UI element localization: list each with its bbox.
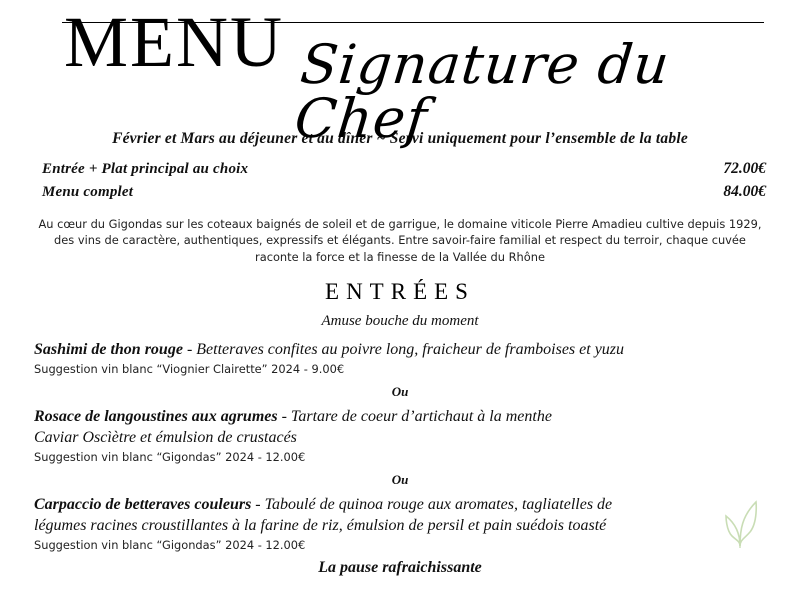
dish-item bbox=[28, 495, 772, 553]
price-list bbox=[28, 158, 772, 204]
price-label: Menu complet bbox=[42, 183, 134, 200]
domain-description: Au cœur du Gigondas sur les coteaux baignés de soleil et de garrigue, le domaine viticole Pierre Amadieu cultive depuis 1929, des vins de caractère, authentiques, expressifs et élégants. Entre savoir-faire familial et respect du terroir, chaque cuvée raconte la force et la finesse de la Vallée du Rhône bbox=[38, 216, 762, 264]
dish-separator: - bbox=[277, 408, 291, 426]
amuse-bouche: Amuse bouche du moment bbox=[321, 313, 479, 330]
dish-title-line bbox=[34, 340, 772, 361]
section-title-entrees: ENTRÉES bbox=[325, 279, 475, 305]
dish-description: Tartare de coeur d’artichaut à la menthe bbox=[290, 408, 552, 426]
wine-suggestion: Suggestion vin blanc “Gigondas” 2024 - 12.00€ bbox=[34, 449, 306, 464]
separator-ou: Ou bbox=[391, 384, 409, 400]
service-note: Février et Mars au déjeuner et au dîner ~ Servi uniquement pour l’ensemble de la table bbox=[112, 130, 688, 147]
dish-item bbox=[28, 407, 772, 465]
dish-item bbox=[28, 340, 772, 377]
wine-suggestion: Suggestion vin blanc “Viognier Clairette” 2024 - 9.00€ bbox=[34, 361, 345, 376]
dish-second-line: légumes racines croustillantes à la farine de riz, émulsion de persil et pain suédois toasté bbox=[34, 517, 607, 535]
price-label: Entrée + Plat principal au choix bbox=[42, 161, 249, 177]
dish-name: Carpaccio de betteraves couleurs bbox=[34, 496, 252, 514]
dish-description: Betteraves confites au poivre long, fraicheur de framboises et yuzu bbox=[196, 341, 625, 359]
dish-title-line bbox=[34, 407, 772, 428]
dish-separator: - bbox=[251, 496, 265, 514]
pause-section-title: La pause rafraichissante bbox=[318, 559, 482, 577]
price-row bbox=[42, 158, 766, 181]
price-amount: 72.00€ bbox=[723, 160, 766, 177]
wine-suggestion: Suggestion vin blanc “Gigondas” 2024 - 12.00€ bbox=[34, 537, 306, 552]
dish-description: Taboulé de quinoa rouge aux aromates, tagliatelles de bbox=[264, 496, 613, 514]
menu-subtitle-script: Signature du Chef bbox=[291, 33, 673, 150]
price-amount: 84.00€ bbox=[723, 182, 766, 200]
leaf-icon bbox=[718, 496, 762, 548]
dish-name: Sashimi de thon rouge bbox=[34, 341, 183, 359]
menu-title: MENU bbox=[64, 2, 284, 82]
dish-name: Rosace de langoustines aux agrumes bbox=[34, 408, 278, 426]
dish-separator: - bbox=[182, 341, 197, 359]
price-row bbox=[42, 181, 766, 204]
dish-second-line: Caviar Oscìètre et émulsion de crustacés bbox=[34, 429, 297, 447]
dish-title-line bbox=[34, 495, 772, 516]
separator-ou: Ou bbox=[391, 472, 409, 488]
